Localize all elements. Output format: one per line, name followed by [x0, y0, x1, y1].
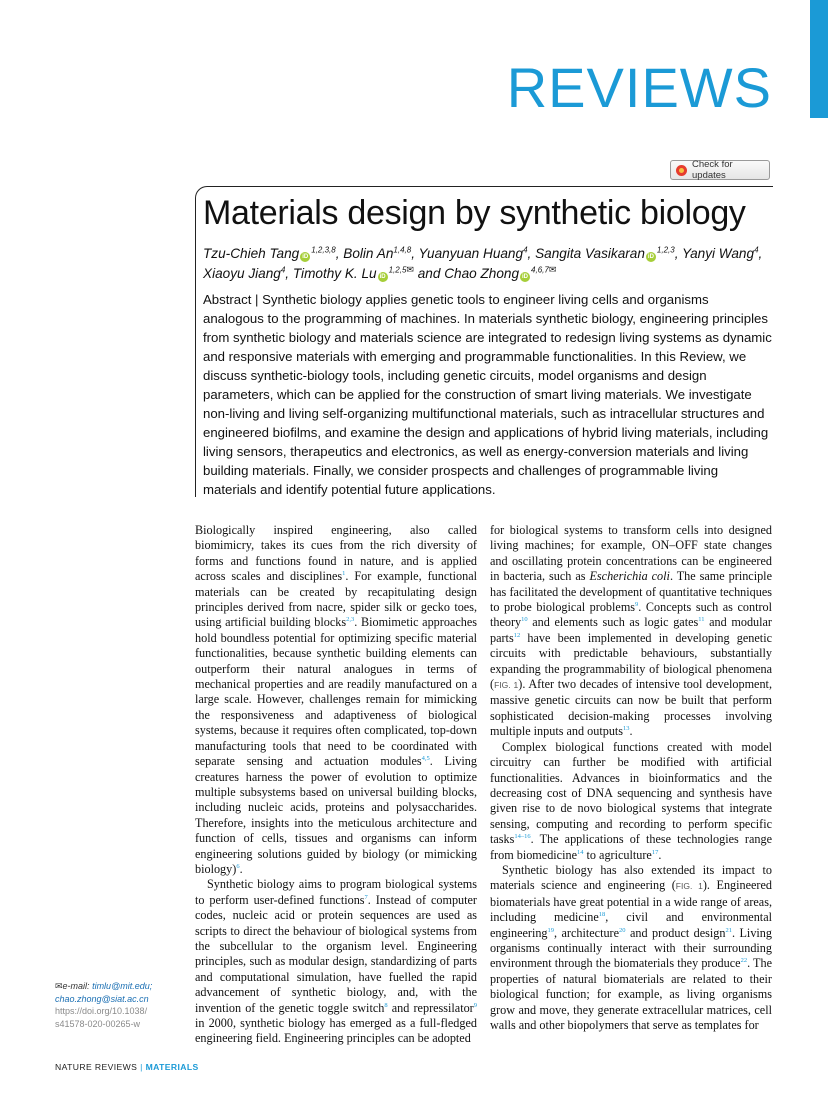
affiliation-marker: 4: [523, 245, 528, 255]
crossmark-icon: [676, 165, 687, 176]
author-separator: ,: [411, 246, 419, 261]
citation-ref[interactable]: 2,3: [346, 616, 355, 624]
envelope-icon: ✉: [548, 264, 557, 275]
check-for-updates-button[interactable]: [670, 160, 770, 180]
affiliation-marker: 1,2,5: [388, 265, 407, 275]
citation-ref[interactable]: 4,5: [421, 755, 430, 763]
affiliation-marker: 1,4,8: [393, 245, 412, 255]
citation-ref[interactable]: 14: [576, 848, 584, 856]
text-run: have been implemented in developing genetic circuits with predictable behaviours, substantially expanding the programmability of biological phenomena (: [490, 630, 772, 692]
email-link-2[interactable]: chao.zhong@siat.ac.cn: [55, 993, 149, 1004]
orcid-icon[interactable]: iD: [302, 254, 309, 260]
citation-ref[interactable]: 19: [547, 926, 555, 934]
text-run: . Instead of computer codes, nucleic acid or protein sequences are used as scripts to direct the behaviour of biological systems from the subcellular to the organism level. Engineering principles, such as modular design, standardizing of parts and computational simulation, have fuelled the rapid advancement of synthetic biology, and, with the invention of the genetic toggle switch: [195, 892, 477, 1015]
citation-ref[interactable]: 14–16: [514, 833, 531, 841]
text-run: and elements such as logic gates: [527, 615, 699, 630]
section-title: REVIEWS: [506, 56, 772, 119]
body-paragraph: [490, 740, 772, 863]
body-paragraph: [490, 523, 772, 740]
text-run: .: [658, 847, 662, 862]
citation-ref[interactable]: 22: [740, 957, 748, 965]
correspondence-block: [55, 980, 185, 1030]
citation-ref[interactable]: 18: [598, 911, 606, 919]
italic-term: Escherichia coli: [589, 569, 670, 584]
doi-suffix: s41578-020-00265-w: [55, 1018, 141, 1029]
affiliation-marker: 1,2,3,8: [311, 245, 336, 255]
text-run: and modular parts: [490, 615, 772, 645]
text-run: .: [629, 724, 633, 739]
orcid-icon[interactable]: iD: [647, 254, 654, 260]
text-run: .: [239, 861, 243, 876]
citation-ref[interactable]: 12: [513, 631, 521, 639]
envelope-icon: ✉: [406, 264, 414, 275]
citation-ref[interactable]: 6: [236, 862, 240, 870]
footer-publisher: NATURE REVIEWS: [55, 1062, 138, 1072]
email-label: e-mail:: [62, 981, 93, 991]
footer-separator: |: [140, 1062, 143, 1072]
doi-link[interactable]: https://doi.org/10.1038/: [55, 1006, 148, 1016]
citation-ref[interactable]: 21: [725, 926, 732, 934]
author-name: Timothy K. Lu: [292, 266, 377, 281]
citation-ref[interactable]: 20: [619, 926, 626, 934]
author-separator: ,: [758, 246, 763, 261]
author-separator: ,: [674, 246, 683, 261]
text-run: to agriculture: [583, 847, 652, 862]
figure-ref[interactable]: FIG. 1: [675, 881, 703, 892]
orcid-icon[interactable]: iD: [522, 274, 529, 280]
mail-icon: ✉: [55, 981, 63, 991]
body-column-left: [195, 523, 477, 1047]
citation-ref[interactable]: 7: [364, 893, 368, 901]
text-run: . Concepts such as control theory: [490, 600, 773, 630]
text-run: , architecture: [554, 925, 620, 940]
text-run: and product design: [625, 925, 726, 940]
footer-journal: MATERIALS: [145, 1062, 199, 1072]
text-run: ). Engineered biomaterials have great potential in a wide range of areas, including medicine: [490, 878, 772, 925]
citation-ref[interactable]: 9: [635, 600, 639, 608]
abstract: Abstract | Synthetic biology applies genetic tools to engineer living cells and organisms analogous to the programming of machines. In materials synthetic biology, engineering principles from synthetic biology and materials science are integrated to redesign living systems as dynamic and responsive materials with emerging and programmable functionalities. In this Review, we discuss synthetic-biology tools, including genetic circuits, model organisms and design parameters, which can be applied for the construction of smart living materials. We investigate non-living and living self-organizing multifunctional materials, such as intracellular structures and engineered biofilms, and examine the design and applications of hybrid living materials, including living sensors, therapeutics and electronics, as well as energy-conversion materials and living building materials. Finally, we consider prospects and challenges of programmable living materials and identify potential future applications.: [203, 292, 772, 497]
author-separator: ,: [335, 246, 344, 261]
page-footer: [55, 1062, 199, 1072]
citation-ref[interactable]: 8: [384, 1001, 388, 1009]
author-name: Xiaoyu Jiang: [203, 266, 281, 281]
article-title: Materials design by synthetic biology: [203, 194, 746, 232]
text-run: . Living organisms continually interact with their surrounding environment through the biomaterials they produce: [490, 925, 772, 971]
affiliation-marker: 4: [754, 245, 759, 255]
author-name: Chao Zhong: [444, 266, 520, 281]
author-name: Yuanyuan Huang: [418, 246, 524, 261]
body-paragraph: [195, 877, 477, 1046]
author-separator: and: [413, 266, 445, 281]
author-name: Bolin An: [343, 246, 394, 261]
check-for-updates-label: Check for updates: [692, 159, 733, 181]
text-run: . For example, functional materials can be created by recapitulating design principles derived from nacre, spider silk or gecko toes, using artificial building blocks: [195, 569, 477, 630]
citation-ref[interactable]: 11: [698, 616, 705, 624]
affiliation-marker: 4,6,7: [531, 265, 549, 275]
citation-ref[interactable]: 17: [651, 848, 659, 856]
citation-ref[interactable]: 9: [473, 1001, 477, 1009]
author-separator: ,: [285, 266, 293, 281]
text-run: ). After two decades of intensive tool development, massive genetic circuits can now be built that perform sophisticated decision-making processes involving multiple inputs and outputs: [490, 677, 772, 739]
author-name: Sangita Vasikaran: [535, 246, 645, 261]
text-run: in 2000, synthetic biology has emerged as a full-fledged engineering field. Engineering principles can be adopted: [195, 1016, 477, 1046]
text-run: , civil and environmental engineering: [490, 910, 772, 940]
text-run: for biological systems to transform cells into designed living machines; for example, ON–OFF state changes and oscillating protein concentrations can be engineered in bacteria, such as: [490, 523, 772, 584]
affiliation-marker: 4: [280, 265, 286, 275]
body-paragraph: [195, 523, 477, 877]
section-tab-bar: [810, 0, 828, 118]
text-run: . The properties of natural biomaterials are related to their biological function; for example, as living organisms grow and move, they generate extracellular matrices, cell walls and other biopolymers that serve as templates for: [490, 956, 772, 1032]
figure-ref[interactable]: FIG. 1: [494, 680, 519, 691]
text-run: and repressilator: [387, 1000, 474, 1015]
text-run: . Living creatures harness the power of evolution to optimize multiple subsystems based on universal building blocks, including nucleic acids, proteins and polysaccharides. Therefore, insights into the meticulous architecture and function of cells, tissues and organisms can inform engineering solutions guided by biology (or mimicking biology): [195, 754, 477, 876]
body-paragraph: [490, 863, 772, 1033]
author-name: Yanyi Wang: [682, 246, 755, 261]
citation-ref[interactable]: 1: [342, 570, 346, 578]
text-run: . The applications of these technologies range from biomedicine: [490, 832, 772, 862]
text-run: Synthetic biology aims to program biological systems to perform user-defined functions: [195, 877, 477, 907]
citation-ref[interactable]: 10: [521, 616, 528, 624]
orcid-icon[interactable]: iD: [379, 274, 386, 280]
affiliation-marker: 1,2,3: [656, 245, 675, 255]
email-link-1[interactable]: timlu@mit.edu;: [92, 981, 153, 991]
text-run: . The same principle has facilitated the development of quantitative techniques to probe biological problems: [490, 569, 772, 615]
body-column-right: [490, 523, 772, 1033]
text-run: Synthetic biology has also extended its impact to materials science and engineering (: [490, 862, 772, 893]
text-run: Biologically inspired engineering, also called biomimicry, takes its cues from the rich diversity of forms and functions found in nature, and is applied across scales and disciplines: [195, 523, 477, 584]
author-separator: ,: [527, 246, 536, 261]
citation-ref[interactable]: 13: [623, 725, 630, 733]
author-name: Tzu-Chieh Tang: [203, 246, 300, 261]
author-list: [203, 244, 773, 284]
text-run: . Biomimetic approaches hold boundless potential for optimizing specific material functionalities, because synthetic building elements can outperform their natural analogues in terms of mechanical properties and are readily manufactured on a large scale. However, challenges remain for mimicking the responsiveness and adaptiveness of biological systems, because it requires often complicated, top-down manufacturing tools that need to be coordinated with separate sensing and actuation modules: [195, 615, 477, 769]
text-run: Complex biological functions created with model circuitry can further be modified with artificial functionalities. Advances in bioinformatics and the decreasing cost of DNA sequencing and synthesis have given rise to de novo biological systems that integrate sensing, computing and recording to perform specific tasks: [490, 739, 772, 847]
